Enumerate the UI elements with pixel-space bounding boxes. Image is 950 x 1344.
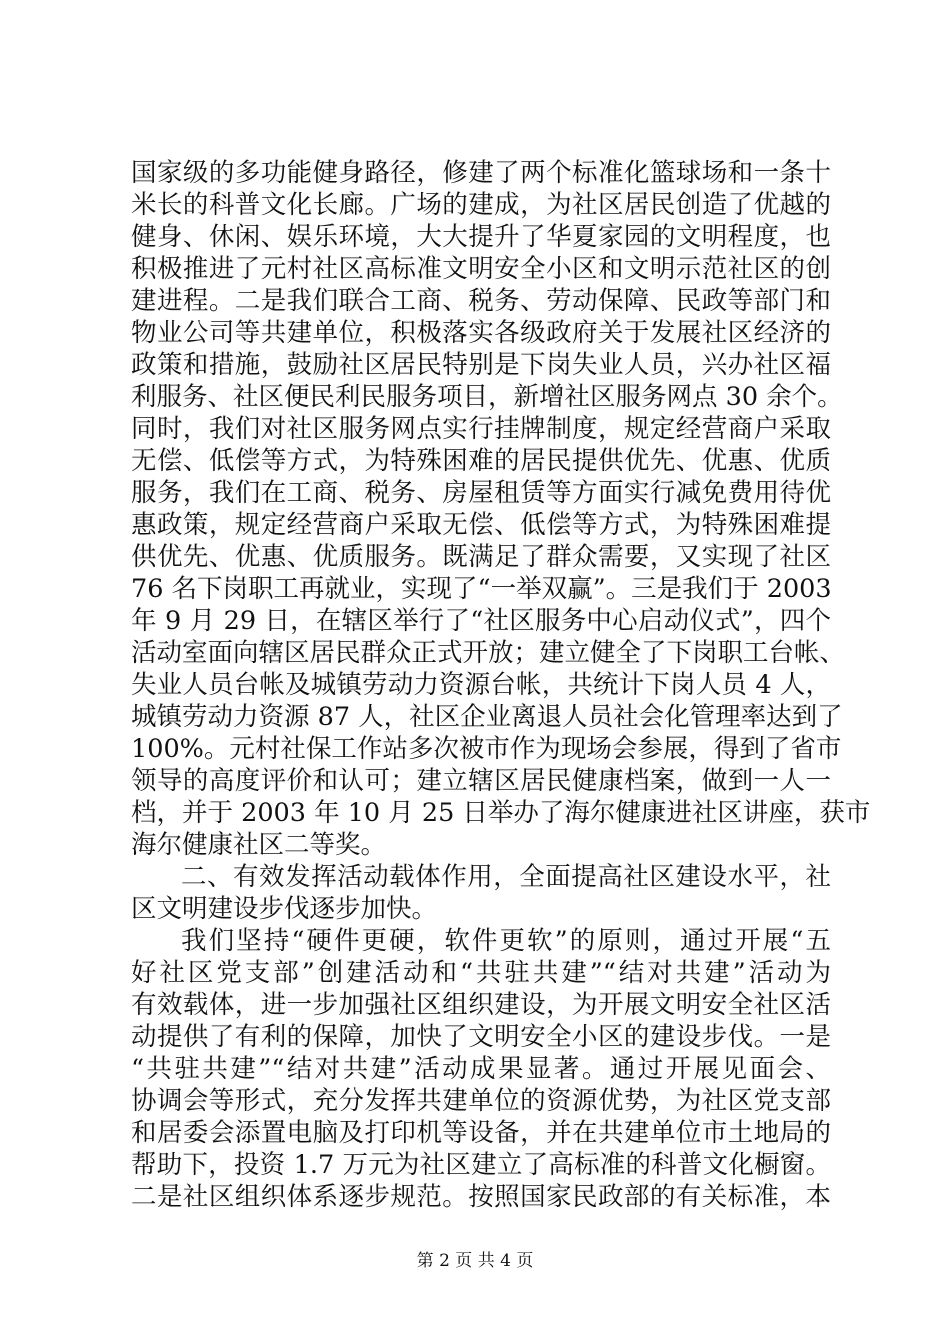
text-line: 海尔健康社区二等奖。 — [131, 830, 387, 860]
text-line: 协调会等形式，充分发挥共建单位的资源优势，为社区党支部 — [131, 1086, 831, 1116]
text-line: “共驻共建”“结对共建”活动成果显著。通过开展见面会、 — [131, 1054, 831, 1084]
text-line: 城镇劳动力资源 87 人，社区企业离退人员社会化管理率达到了 — [131, 702, 843, 732]
text-line: 档，并于 2003 年 10 月 25 日举办了海尔健康进社区讲座，获市 — [131, 798, 871, 828]
section-heading-line: 区文明建设步伐逐步加快。 — [131, 894, 438, 924]
text-line: 领导的高度评价和认可；建立辖区居民健康档案，做到一人一 — [131, 766, 831, 796]
text-line: 米长的科普文化长廊。广场的建成，为社区居民创造了优越的 — [131, 190, 831, 220]
text-line: 政策和措施，鼓励社区居民特别是下岗失业人员，兴办社区福 — [131, 350, 831, 380]
text-line: 物业公司等共建单位，积极落实各级政府关于发展社区经济的 — [131, 318, 831, 348]
text-line: 无偿、低偿等方式，为特殊困难的居民提供优先、优惠、优质 — [131, 446, 831, 476]
text-line: 服务，我们在工商、税务、房屋租赁等方面实行减免费用待优 — [131, 478, 831, 508]
text-line: 失业人员台帐及城镇劳动力资源台帐，共统计下岗人员 4 人， — [131, 670, 831, 700]
text-line: 活动室面向辖区居民群众正式开放；建立健全了下岗职工台帐、 — [131, 638, 846, 668]
text-line: 建进程。二是我们联合工商、税务、劳动保障、民政等部门和 — [131, 286, 831, 316]
text-line: 积极推进了元村社区高标准文明安全小区和文明示范社区的创 — [131, 254, 831, 284]
text-line: 76 名下岗职工再就业，实现了“一举双赢”。三是我们于 2003 — [131, 574, 832, 604]
text-line: 帮助下，投资 1.7 万元为社区建立了高标准的科普文化橱窗。 — [131, 1150, 831, 1180]
text-line: 有效载体，进一步加强社区组织建设，为开展文明安全社区活 — [131, 990, 831, 1020]
text-line: 动提供了有利的保障，加快了文明安全小区的建设步伐。一是 — [131, 1022, 831, 1052]
page-number-footer: 第 2 页 共 4 页 — [416, 1251, 534, 1271]
text-line: 年 9 月 29 日，在辖区举行了“社区服务中心启动仪式”，四个 — [131, 606, 831, 636]
text-line: 供优先、优惠、优质服务。既满足了群众需要，又实现了社区 — [131, 542, 831, 572]
text-line: 好社区党支部”创建活动和“共驻共建”“结对共建”活动为 — [131, 958, 831, 988]
text-line: 利服务、社区便民利民服务项目，新增社区服务网点 30 余个。 — [131, 382, 843, 412]
text-line: 健身、休闲、娱乐环境，大大提升了华夏家园的文明程度，也 — [131, 222, 831, 252]
text-line: 同时，我们对社区服务网点实行挂牌制度，规定经营商户采取 — [131, 414, 831, 444]
text-line: 国家级的多功能健身路径，修建了两个标准化篮球场和一条十 — [131, 158, 831, 188]
text-line: 100%。元村社保工作站多次被市作为现场会参展，得到了省市 — [131, 734, 842, 764]
text-line: 二是社区组织体系逐步规范。按照国家民政部的有关标准，本 — [131, 1182, 831, 1212]
text-line: 和居委会添置电脑及打印机等设备，并在共建单位市土地局的 — [131, 1118, 831, 1148]
section-heading-line: 二、有效发挥活动载体作用，全面提高社区建设水平，社 — [181, 862, 831, 892]
text-line: 我们坚持“硬件更硬，软件更软”的原则，通过开展“五 — [181, 926, 831, 956]
text-line: 惠政策，规定经营商户采取无偿、低偿等方式，为特殊困难提 — [131, 510, 831, 540]
